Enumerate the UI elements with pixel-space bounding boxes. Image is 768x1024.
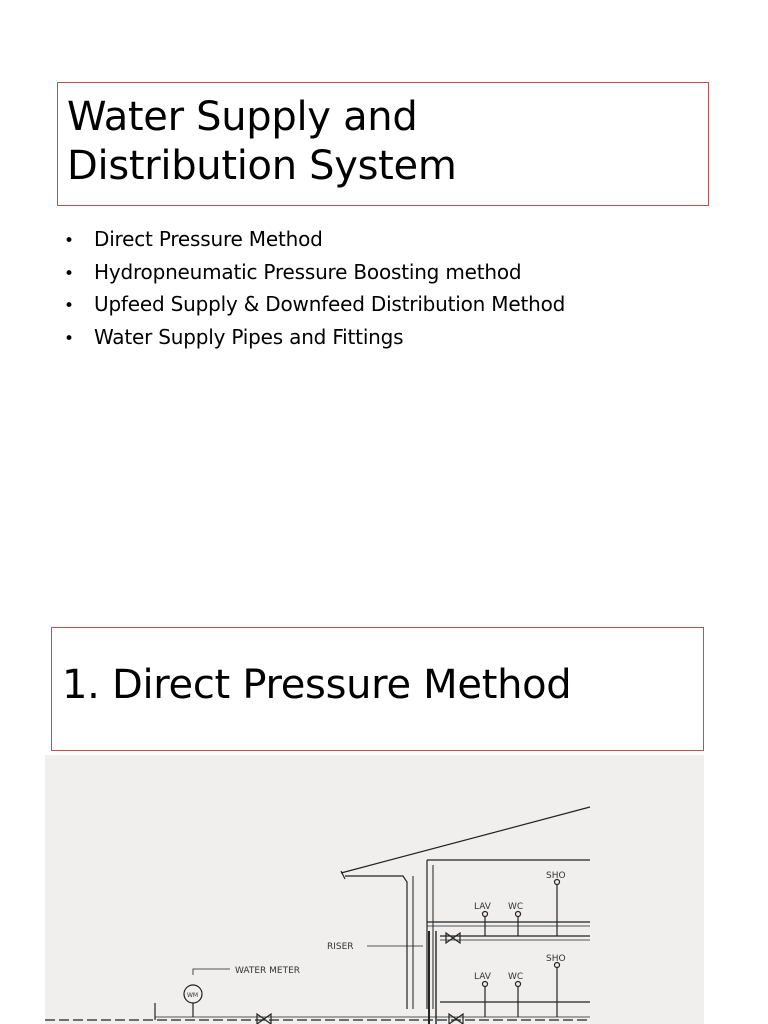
list-item [64,224,565,257]
plumbing-diagram-svg [45,755,704,1024]
sho-lower-label: SHO [546,954,566,964]
roof-line [341,807,590,873]
water-meter-label: WATER METER [235,966,301,976]
lower-wc-head [516,982,521,987]
upper-wc-head [516,912,521,917]
list-item [64,289,565,322]
list-item [64,322,565,355]
wc-upper-label: WC [508,902,524,912]
section-title: 1. Direct Pressure Method [62,662,572,708]
main-valve-icon [257,1014,271,1024]
bullet-icon: • [64,328,74,349]
wc-lower-label: WC [508,972,524,982]
lav-upper-label: LAV [474,902,491,912]
list-item-text: Upfeed Supply & Downfeed Distribution Method [94,292,566,316]
direct-pressure-diagram [45,755,704,1024]
topic-list [64,224,565,354]
bullet-icon: • [64,231,74,251]
lav-lower-label: LAV [474,972,491,982]
slide-title-box [57,82,709,206]
section-title-box [51,627,704,751]
riser-label: RISER [327,942,354,952]
upper-lav-head [483,912,488,917]
lower-lav-head [483,982,488,987]
sho-upper-label: SHO [546,871,566,881]
building-wall [345,876,407,1009]
meter-leader [193,969,230,975]
upper-valve-icon [446,933,460,943]
bullet-icon: • [64,263,74,284]
bullet-icon: • [64,296,74,316]
list-item-text: Direct Pressure Method [94,227,323,251]
riser-valve-icon [449,1014,463,1024]
list-item [64,257,565,290]
slide-title-line-1: Water Supply and [67,94,418,140]
slide-title [67,93,457,191]
list-item-text: Hydropneumatic Pressure Boosting method [94,259,522,284]
slide-title-line-2: Distribution System [67,143,457,189]
list-item-text: Water Supply Pipes and Fittings [94,324,404,349]
meter-mark: WM [187,992,199,999]
